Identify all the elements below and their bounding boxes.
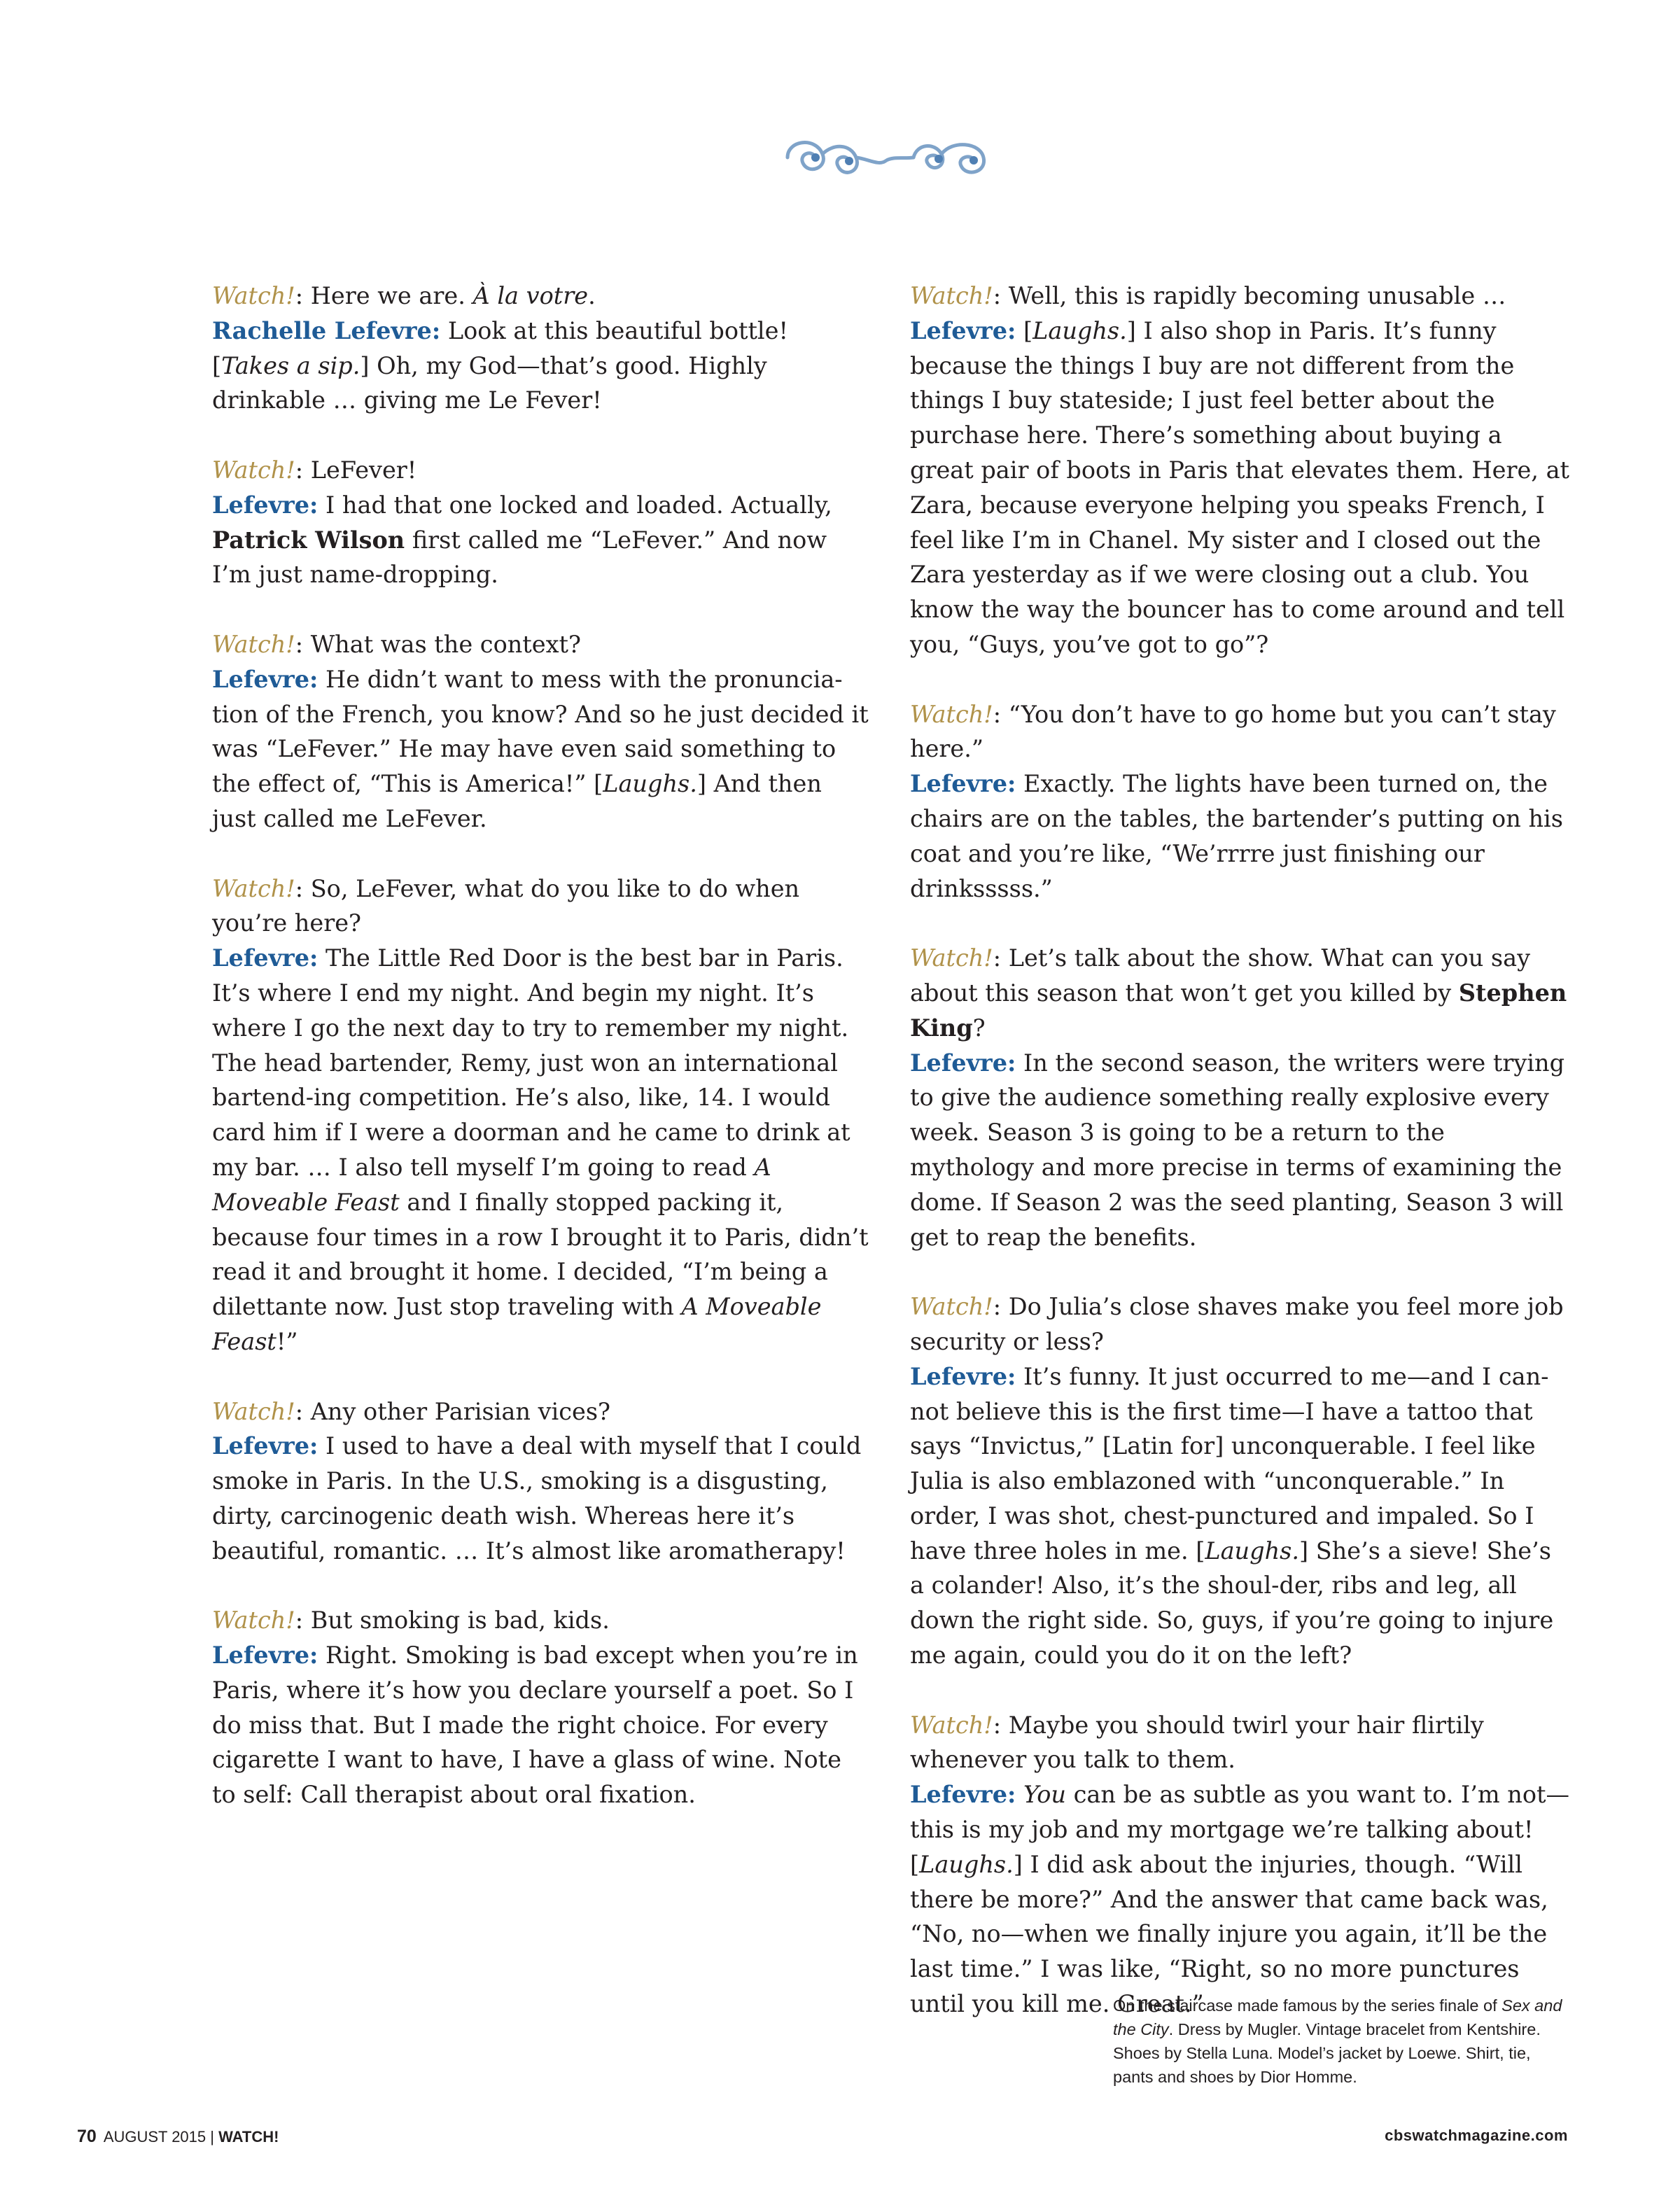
answer-text: In the second season, the writers were trying to give the audience something really explosive every week. Season 3 is going to be a return to the mythology and more precise in terms of examining the dome. If Season 2 was the seed planting, Season 3 will get to reap the benefits.	[910, 1049, 1565, 1251]
question-end: ?	[972, 1014, 986, 1042]
answer-text: Right. Smoking is bad except when you’re in Paris, where it’s how you declare yourself a poet. So I do miss that. But I made the right choice. For every cigarette I want to have, I have a glass of wine. Note to self: Call therapist about oral fixation.	[212, 1642, 858, 1809]
answer-text: ] And then just called me LeFever.	[212, 770, 822, 832]
answer-text: Exactly. The lights have been turned on, the chairs are on the tables, the bartender’s putting on his coat and you’re like, “We’rrrre just finishing our drinksssss.”	[910, 770, 1563, 902]
answer-text: first called me “LeFever.” And now I’m just name-dropping.	[212, 526, 827, 589]
question-label: Watch!	[212, 1397, 295, 1425]
question-colon: :	[295, 1606, 304, 1634]
answer-italic: Laughs.	[1032, 316, 1127, 344]
left-column	[212, 279, 870, 1812]
question-label: Watch!	[212, 874, 295, 902]
caption-text: . Dress by Mugler. Vintage bracelet from Kentshire. Shoes by Stella Luna. Model’s jacket by Loewe. Shirt, tie, pants and shoes by Dior Homme.	[1113, 2020, 1541, 2086]
speaker-label: Lefevre:	[910, 770, 1016, 798]
issue-date: AUGUST 2015 |	[103, 2128, 219, 2146]
question-label: Watch!	[212, 456, 295, 484]
answer-italic: A Moveable Feast	[212, 1153, 771, 1216]
answer-text: !”	[276, 1327, 298, 1355]
answer-text: Look at this beautiful bottle! [	[212, 316, 788, 379]
speaker-label: Lefevre:	[212, 1432, 318, 1460]
caption-text: On the staircase made famous by the series finale of	[1113, 1996, 1502, 2015]
question-text: But smoking is bad, kids.	[303, 1606, 610, 1634]
qa-block	[212, 872, 870, 1359]
answer-italic: Laughs.	[1205, 1536, 1299, 1564]
answer-text: ] I did ask about the injuries, though. “Will there be more?” And the answer that came back was, “No, no—when we finally injure you again, it’ll be the last time.” I was like, “Right, so no more punctures until you kill me. Great.”	[910, 1850, 1548, 2018]
question-text: Maybe you should twirl your hair flirtily whenever you talk to them.	[910, 1711, 1484, 1774]
question-colon: :	[295, 1397, 304, 1425]
question-text: Here we are.	[303, 282, 473, 309]
qa-block	[212, 279, 870, 418]
answer-text: can be as subtle as you want to. I’m not—this is my job and my mortgage we’re talking about! [	[910, 1781, 1570, 1878]
question-label: Watch!	[910, 282, 993, 309]
question-text: “You don’t have to go home but you can’t stay here.”	[910, 700, 1556, 763]
question-colon: :	[993, 1293, 1002, 1321]
qa-block	[910, 1708, 1572, 2022]
question-text: LeFever!	[303, 456, 417, 484]
question-label: Watch!	[212, 282, 295, 309]
question-label: Watch!	[212, 1606, 295, 1634]
question-italic: À la votre	[472, 282, 589, 309]
question-text: What was the context?	[303, 630, 581, 658]
answer-text: The Little Red Door is the best bar in Paris. It’s where I end my night. And begin my night. It’s where I go the next day to try to remember my night. The head bartender, Remy, just won an international bartend-ing competition. He’s also, like, 14. I would card him if I were a doorman and he came to drink at my bar. … I also tell myself I’m going to read	[212, 944, 850, 1181]
question-text: So, LeFever, what do you like to do when you’re here?	[212, 874, 800, 937]
answer-italic: Laughs.	[603, 770, 697, 798]
speaker-label: Lefevre:	[212, 665, 318, 693]
question-text: Well, this is rapidly becoming unusable …	[1001, 282, 1506, 309]
answer-text: I used to have a deal with myself that I could smoke in Paris. In the U.S., smoking is a disgusting, dirty, carcinogenic death wish. Whereas here it’s beautiful, romantic. … It’s almost like aromatherapy!	[212, 1432, 862, 1564]
qa-block	[910, 697, 1572, 906]
question-colon: :	[295, 282, 304, 309]
question-label: Watch!	[212, 630, 295, 658]
scroll-ornament-icon	[774, 130, 997, 186]
question-text: Any other Parisian vices?	[303, 1397, 610, 1425]
speaker-label: Lefevre:	[212, 491, 318, 519]
question-text: Let’s talk about the show. What can you say about this season that won’t get you killed by	[910, 944, 1531, 1007]
answer-bold: Patrick Wilson	[212, 526, 405, 554]
page-footer	[77, 2127, 1568, 2155]
answer-text: [	[1016, 316, 1033, 344]
speaker-label: Lefevre:	[910, 1781, 1016, 1809]
answer-text: ] Oh, my God—that’s good. Highly drinkable … giving me Le Fever!	[212, 351, 767, 414]
right-column	[910, 279, 1572, 2022]
answer-text: It’s funny. It just occurred to me—and I can-not believe this is the first time—I have a tattoo that says “Invictus,” [Latin for] unconquerable. I feel like Julia is also emblazoned with “unconquerable.” In order, I was shot, chest-punctured and impaled. So I have three holes in me. [	[910, 1362, 1549, 1564]
question-colon: :	[993, 944, 1002, 972]
question-text: Do Julia’s close shaves make you feel more job security or less?	[910, 1293, 1564, 1355]
answer-italic: A Moveable Feast	[212, 1293, 822, 1355]
qa-block	[212, 627, 870, 836]
question-colon: :	[993, 700, 1002, 728]
photo-caption	[1113, 1994, 1568, 2089]
speaker-label: Lefevre:	[910, 1049, 1016, 1077]
question-label: Watch!	[910, 1293, 993, 1321]
answer-text: and I finally stopped packing it, because four times in a row I brought it to Paris, didn’t read it and brought it home. I decided, “I’m being a dilettante now. Just stop traveling with	[212, 1188, 869, 1321]
qa-block	[910, 941, 1572, 1254]
speaker-label: Lefevre:	[910, 316, 1016, 344]
website-link[interactable]: cbswatchmagazine.com	[1385, 2127, 1568, 2144]
question-label: Watch!	[910, 1711, 993, 1739]
question-colon: :	[993, 1711, 1002, 1739]
question-colon: :	[295, 456, 304, 484]
page-number: 70	[77, 2127, 97, 2146]
caption-italic: Sex and the City	[1113, 1996, 1562, 2038]
question-colon: :	[295, 630, 304, 658]
question-label: Watch!	[910, 700, 993, 728]
answer-text: ] I also shop in Paris. It’s funny because the things I buy are not different from the things I buy stateside; I just feel better about the purchase here. There’s something about buying a great pair of boots in Paris that elevates them. Here, at Zara, because everyone helping you speaks French, I feel like I’m in Chanel. My sister and I closed out the Zara yesterday as if we were closing out a club. You know the way the bouncer has to come around and tell you, “Guys, you’ve got to go”?	[910, 316, 1570, 658]
answer-italic: Laughs.	[919, 1850, 1014, 1878]
answer-text: I had that one locked and loaded. Actually,	[318, 491, 832, 519]
question-bold: Stephen King	[910, 979, 1567, 1042]
qa-block	[212, 1603, 870, 1812]
speaker-label: Lefevre:	[910, 1362, 1016, 1390]
qa-block	[212, 453, 870, 592]
answer-italic: You	[1023, 1781, 1066, 1809]
question-colon: :	[993, 282, 1002, 309]
qa-block	[910, 279, 1572, 662]
question-label: Watch!	[910, 944, 993, 972]
question-end: .	[588, 282, 596, 309]
magazine-name: WATCH!	[218, 2128, 279, 2146]
qa-block	[910, 1289, 1572, 1673]
answer-italic: Takes a sip.	[221, 351, 360, 379]
qa-block	[212, 1394, 870, 1569]
speaker-label: Rachelle Lefevre:	[212, 316, 441, 344]
speaker-label: Lefevre:	[212, 1642, 318, 1670]
answer-text: He didn’t want to mess with the pronuncia-tion of the French, you know? And so he just decided it was “LeFever.” He may have even said something to the effect of, “This is America!” [	[212, 665, 869, 798]
answer-text: ] She’s a sieve! She’s a colander! Also, it’s the shoul-der, ribs and leg, all down the right side. So, guys, if you’re going to injure me again, could you do it on the left?	[910, 1536, 1554, 1670]
speaker-label: Lefevre:	[212, 944, 318, 972]
question-colon: :	[295, 874, 304, 902]
